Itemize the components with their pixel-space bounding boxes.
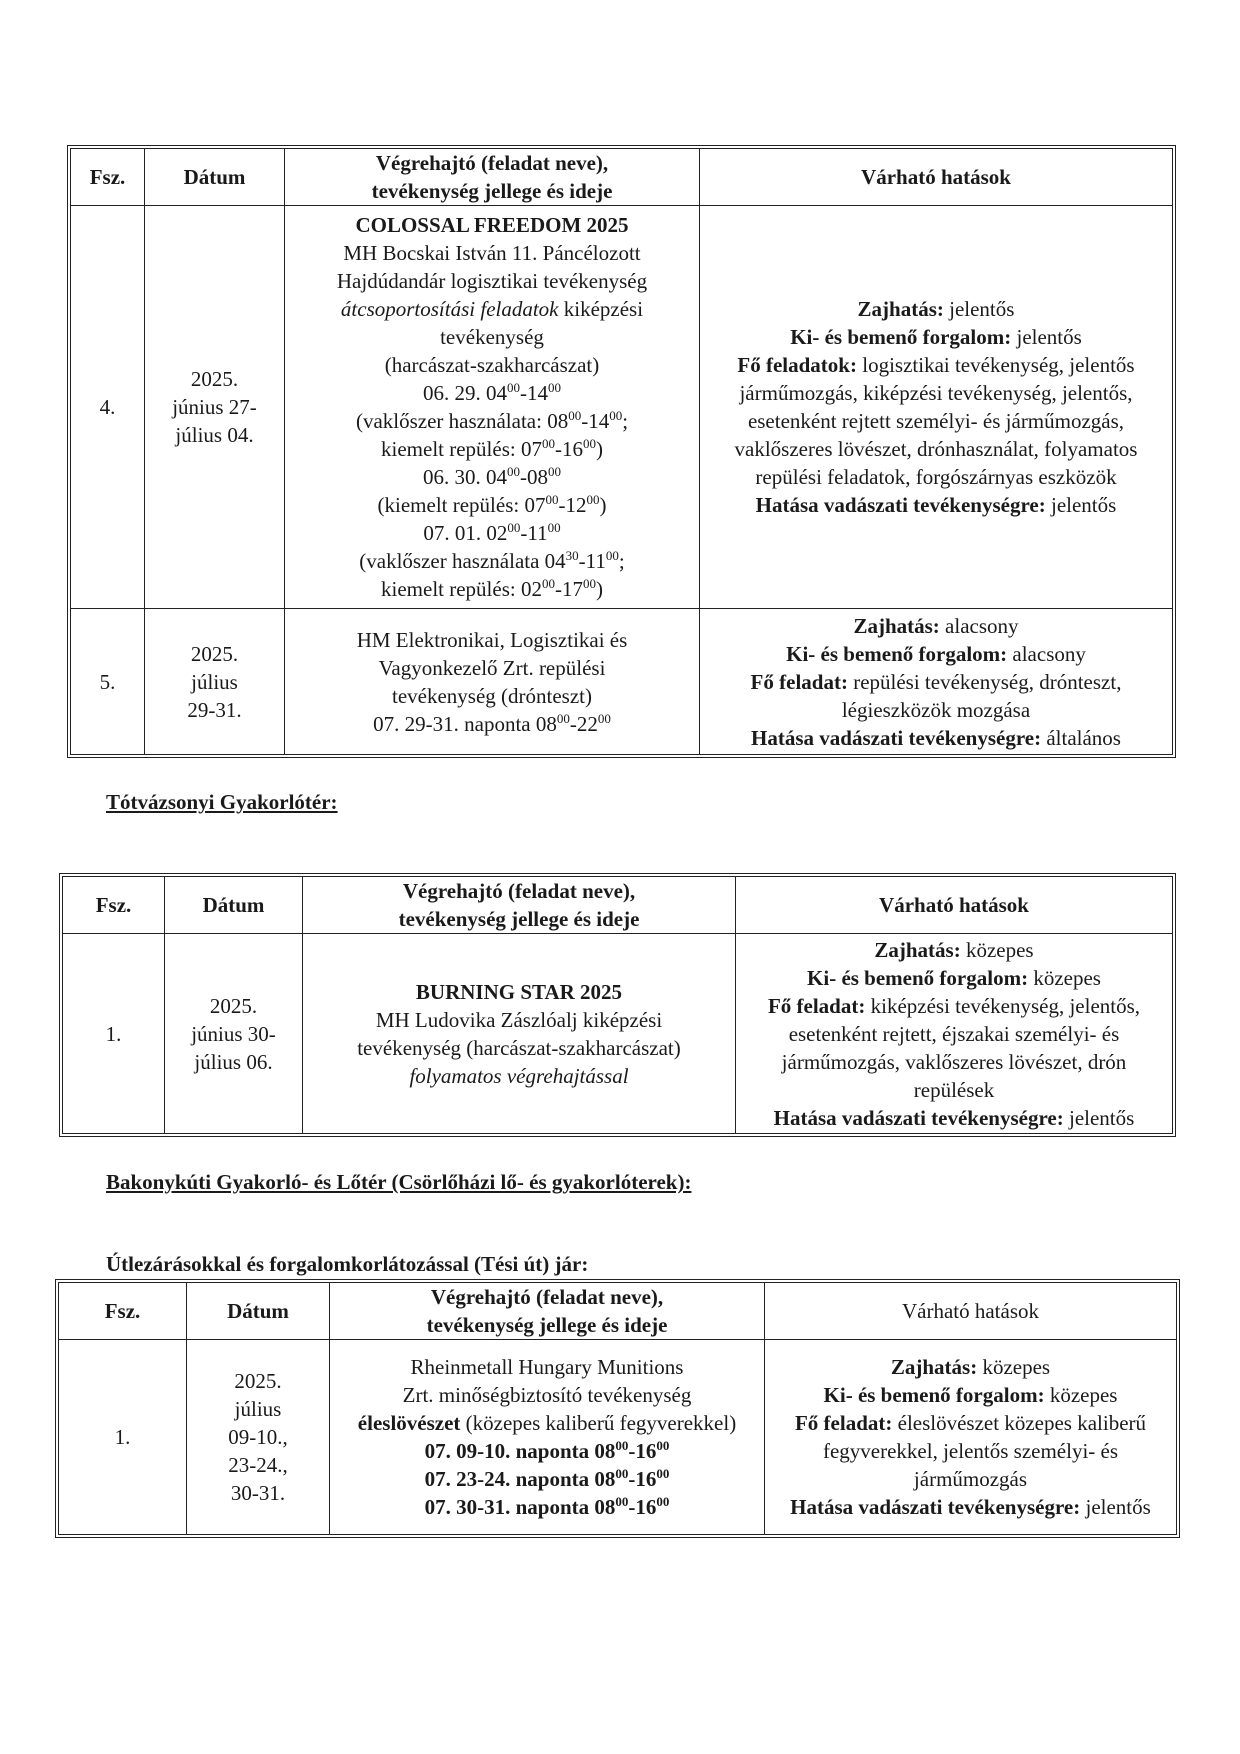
time-text: -12	[558, 493, 587, 517]
effect-label: Zajhatás:	[853, 613, 940, 638]
time-text: -08	[520, 465, 548, 489]
effect-value: jelentős	[1045, 493, 1117, 517]
effect-item	[740, 936, 1168, 964]
activity-table-3	[58, 1282, 1177, 1535]
time-superscript: 00	[582, 436, 596, 451]
effect-label: Zajhatás:	[890, 1355, 978, 1379]
date-line: június 30-	[191, 1021, 276, 1046]
executor-text: (kiemelt repülés: 07	[377, 493, 546, 517]
time-superscript: 00	[548, 380, 561, 395]
effect-item	[704, 351, 1168, 491]
executor-line: Zrt. minőségbiztosító tevékenység	[402, 1383, 692, 1407]
executor-line	[289, 547, 695, 575]
effect-item	[704, 724, 1168, 752]
executor-text: 06. 30. 04	[423, 465, 507, 489]
effect-label: Hatása vadászati tevékenységre:	[755, 493, 1046, 517]
time-superscript: 00	[507, 520, 521, 535]
executor-text: 06. 29. 04	[423, 381, 507, 405]
effect-label: Hatása vadászati tevékenységre:	[773, 1105, 1064, 1130]
executor-line	[344, 1465, 750, 1493]
effect-item	[704, 612, 1168, 640]
executor-text: kiemelt repülés: 02	[381, 577, 542, 601]
header-executor-line1: Végrehajtó (feladat neve),	[402, 879, 636, 903]
date-line: július 06.	[194, 1049, 273, 1074]
executor-text: kiemelt repülés: 07	[381, 437, 542, 461]
effect-item	[769, 1381, 1172, 1409]
time-text: -11	[520, 521, 548, 545]
row-effects	[736, 934, 1173, 1134]
date-line: 2025.	[190, 641, 239, 666]
effect-value: alacsony	[939, 613, 1019, 638]
activity-table-1	[70, 148, 1173, 755]
time-superscript: 00	[656, 1438, 670, 1453]
time-superscript: 00	[586, 492, 600, 507]
time-superscript: 00	[656, 1494, 670, 1509]
time-superscript: 00	[507, 380, 520, 395]
date-line: július 04.	[175, 423, 254, 447]
header-no: Fsz.	[71, 149, 145, 206]
date-line: 2025.	[190, 367, 239, 391]
time-superscript: 00	[541, 576, 555, 591]
time-text: -16	[554, 437, 583, 461]
executor-line	[289, 575, 695, 603]
exercise-title: COLOSSAL FREEDOM 2025	[355, 213, 629, 237]
row-effects	[700, 206, 1173, 609]
effect-label: Hatása vadászati tevékenységre:	[790, 1495, 1081, 1519]
effect-value: jelentős	[1011, 325, 1082, 349]
time-text: -11	[578, 549, 606, 573]
row-executor	[330, 1340, 765, 1535]
effect-item	[704, 323, 1168, 351]
table-row	[59, 1340, 1177, 1535]
effect-value: jelentős	[1080, 1495, 1151, 1519]
time-text: )	[595, 577, 603, 601]
executor-line	[289, 295, 695, 323]
executor-line	[289, 519, 695, 547]
effect-value: jelentős	[943, 297, 1015, 321]
section-subtitle-road-closures: Útlezárásokkal és forgalomkorlátozással (Tési út) jár:	[106, 1252, 589, 1276]
effect-value: logisztikai tevékenység, jelentős járműmozgás, kiképzési tevékenység, jelentős, esetenként rejtett személyi- és járműmozgás, vaklőszeres lövészet, drónhasználat, folyamatos repülési feladatok, forgószárnyas eszközök	[734, 353, 1138, 489]
time-superscript: 30	[565, 548, 579, 563]
executor-text: Vagyonkezelő Zrt. repülési	[378, 655, 606, 680]
executor-text: Hajdúdandár logisztikai tevékenység	[336, 269, 648, 293]
effect-value: általános	[1041, 725, 1121, 750]
header-executor-line2: tevékenység jellege és ideje	[371, 179, 613, 203]
effect-item	[704, 491, 1168, 519]
executor-text: 07. 01. 02	[423, 521, 508, 545]
executor-line	[289, 682, 695, 710]
executor-text: 07. 09-10. naponta 08	[424, 1439, 616, 1463]
executor-line	[289, 654, 695, 682]
time-superscript: 00	[605, 548, 619, 563]
executor-text: MH Ludovika Zászlóalj kiképzési tevékenység (harcászat-szakharcászat)	[357, 1007, 681, 1060]
date-line: 23-24.,	[228, 1453, 288, 1477]
date-line: 30-31.	[230, 1481, 286, 1505]
time-text: )	[599, 493, 607, 517]
executor-italic-text: átcsoportosítási feladatok	[340, 297, 559, 321]
time-text: -14	[520, 381, 548, 405]
table-row	[71, 609, 1173, 755]
header-date: Dátum	[145, 149, 285, 206]
effect-value: közepes	[1044, 1383, 1118, 1407]
date-line: július	[191, 669, 238, 694]
executor-line	[344, 1437, 750, 1465]
executor-text: HM Elektronikai, Logisztikai és	[356, 627, 628, 652]
header-date: Dátum	[165, 877, 303, 934]
executor-line	[289, 239, 695, 267]
effect-item	[740, 992, 1168, 1104]
row-executor	[285, 206, 700, 609]
time-superscript: 00	[582, 576, 596, 591]
time-superscript: 00	[597, 710, 611, 726]
header-date: Dátum	[187, 1283, 330, 1340]
effect-value: éleslövészet közepes kaliberű fegyverekkel, jelentős személyi- és járműmozgás	[822, 1411, 1147, 1491]
executor-line	[289, 267, 695, 295]
row-number: 1.	[63, 934, 165, 1134]
effect-value: közepes	[977, 1355, 1051, 1379]
executor-line: Rheinmetall Hungary Munitions	[410, 1355, 684, 1379]
executor-after-bold: (közepes kaliberű fegyverekkel)	[460, 1411, 737, 1435]
effect-item	[704, 295, 1168, 323]
executor-text: tevékenység	[440, 325, 544, 349]
effect-value: alacsony	[1007, 641, 1086, 666]
header-executor	[285, 149, 700, 206]
row-effects	[765, 1340, 1177, 1535]
date-line: június 27-	[172, 395, 257, 419]
executor-text: 07. 30-31. naponta 08	[424, 1495, 616, 1519]
effect-item	[704, 640, 1168, 668]
effect-value: közepes	[960, 937, 1034, 962]
executor-text: tevékenység (drónteszt)	[391, 683, 592, 708]
effect-item	[704, 668, 1168, 724]
effect-item	[769, 1409, 1172, 1493]
row-effects	[700, 609, 1173, 755]
table-row	[63, 934, 1173, 1134]
time-superscript: 00	[615, 1494, 629, 1509]
executor-text: (harcászat-szakharcászat)	[384, 353, 600, 377]
executor-line	[344, 1493, 750, 1521]
effect-label: Fő feladatok:	[737, 353, 857, 377]
table-header-row	[71, 149, 1173, 206]
time-superscript: 00	[548, 464, 561, 479]
time-text: -16	[628, 1439, 657, 1463]
time-superscript: 00	[545, 492, 559, 507]
header-executor	[303, 877, 736, 934]
effect-label: Fő feladat:	[750, 669, 848, 694]
executor-line	[289, 463, 695, 491]
date-line: 2025.	[234, 1369, 282, 1393]
time-text: -14	[581, 409, 610, 433]
row-executor	[285, 609, 700, 755]
date-line: 29-31.	[187, 697, 242, 722]
executor-line	[289, 379, 695, 407]
effect-label: Zajhatás:	[857, 297, 944, 321]
row-executor	[303, 934, 736, 1134]
header-executor-line2: tevékenység jellege és ideje	[398, 907, 640, 931]
executor-bold-word: éleslövészet	[357, 1411, 461, 1435]
header-no: Fsz.	[63, 877, 165, 934]
table-header-row	[59, 1283, 1177, 1340]
executor-line	[344, 1409, 750, 1437]
date-line: 2025.	[209, 993, 258, 1018]
date-line: július	[234, 1397, 282, 1421]
effect-item	[769, 1493, 1172, 1521]
executor-line	[289, 435, 695, 463]
effect-label: Hatása vadászati tevékenységre:	[751, 725, 1042, 750]
row-number: 5.	[71, 609, 145, 755]
effect-value: közepes	[1028, 965, 1101, 990]
row-date	[187, 1340, 330, 1535]
time-text: )	[595, 437, 603, 461]
executor-text: MH Bocskai István 11. Páncélozott	[343, 241, 641, 265]
table-header-row	[63, 877, 1173, 934]
table-row	[71, 206, 1173, 609]
header-executor	[330, 1283, 765, 1340]
time-superscript: 00	[615, 1466, 629, 1481]
row-date	[165, 934, 303, 1134]
executor-line	[289, 407, 695, 435]
time-superscript: 00	[609, 408, 623, 423]
time-superscript: 00	[547, 520, 561, 535]
effect-label: Zajhatás:	[874, 937, 961, 962]
header-effects: Várható hatások	[736, 877, 1173, 934]
executor-text: 07. 23-24. naponta 08	[424, 1467, 616, 1491]
time-text: ;	[618, 549, 625, 573]
time-text: -16	[628, 1467, 657, 1491]
activity-table-2	[62, 876, 1173, 1134]
executor-line	[289, 491, 695, 519]
time-superscript: 00	[541, 436, 555, 451]
section-title-totvazsony: Tótvázsonyi Gyakorlótér:	[106, 790, 338, 814]
time-superscript: 00	[656, 1466, 670, 1481]
row-date	[145, 206, 285, 609]
effect-value: repülési tevékenység, drónteszt, légieszközök mozgása	[841, 669, 1122, 722]
executor-line	[289, 626, 695, 654]
time-superscript: 00	[568, 408, 582, 423]
effect-label: Ki- és bemenő forgalom:	[807, 965, 1029, 990]
time-text: -16	[628, 1495, 657, 1519]
time-text: ;	[622, 409, 629, 433]
header-effects: Várható hatások	[700, 149, 1173, 206]
executor-text: (vaklőszer használata: 08	[355, 409, 569, 433]
effect-label: Ki- és bemenő forgalom:	[786, 641, 1008, 666]
header-executor-line1: Végrehajtó (feladat neve),	[430, 1285, 664, 1309]
effect-value: jelentős	[1063, 1105, 1135, 1130]
executor-line	[289, 351, 695, 379]
header-executor-line2: tevékenység jellege és ideje	[426, 1313, 668, 1337]
executor-text: (vaklőszer használata 04	[359, 549, 566, 573]
time-superscript: 00	[507, 464, 520, 479]
header-effects: Várható hatások	[765, 1283, 1177, 1340]
time-superscript: 00	[556, 710, 570, 726]
time-text: -17	[554, 577, 583, 601]
effect-label: Ki- és bemenő forgalom:	[790, 325, 1012, 349]
time-superscript: 00	[615, 1438, 629, 1453]
executor-line	[289, 323, 695, 351]
executor-italic-note: folyamatos végrehajtással	[409, 1063, 629, 1088]
executor-line	[289, 710, 695, 738]
row-number: 4.	[71, 206, 145, 609]
date-line: 09-10.,	[228, 1425, 288, 1449]
section-title-bakonykut: Bakonykúti Gyakorló- és Lőtér (Csörlőházi lő- és gyakorlóterek):	[106, 1170, 692, 1194]
header-executor-line1: Végrehajtó (feladat neve),	[375, 151, 609, 175]
effect-label: Fő feladat:	[767, 993, 866, 1018]
effect-item	[740, 964, 1168, 992]
effect-item	[740, 1104, 1168, 1132]
time-text: -22	[569, 711, 598, 736]
row-number: 1.	[59, 1340, 187, 1535]
effect-item	[769, 1353, 1172, 1381]
row-date	[145, 609, 285, 755]
executor-text: 07. 29-31. naponta 08	[373, 711, 557, 736]
effect-label: Fő feladat:	[794, 1411, 893, 1435]
header-no: Fsz.	[59, 1283, 187, 1340]
exercise-title: BURNING STAR 2025	[415, 979, 623, 1004]
executor-text: kiképzési	[558, 297, 644, 321]
effect-value: kiképzési tevékenység, jelentős, esetenként rejtett, éjszakai személyi- és járműmozgás, vaklőszeres lövészet, drón repülések	[781, 993, 1141, 1102]
effect-label: Ki- és bemenő forgalom:	[823, 1383, 1045, 1407]
